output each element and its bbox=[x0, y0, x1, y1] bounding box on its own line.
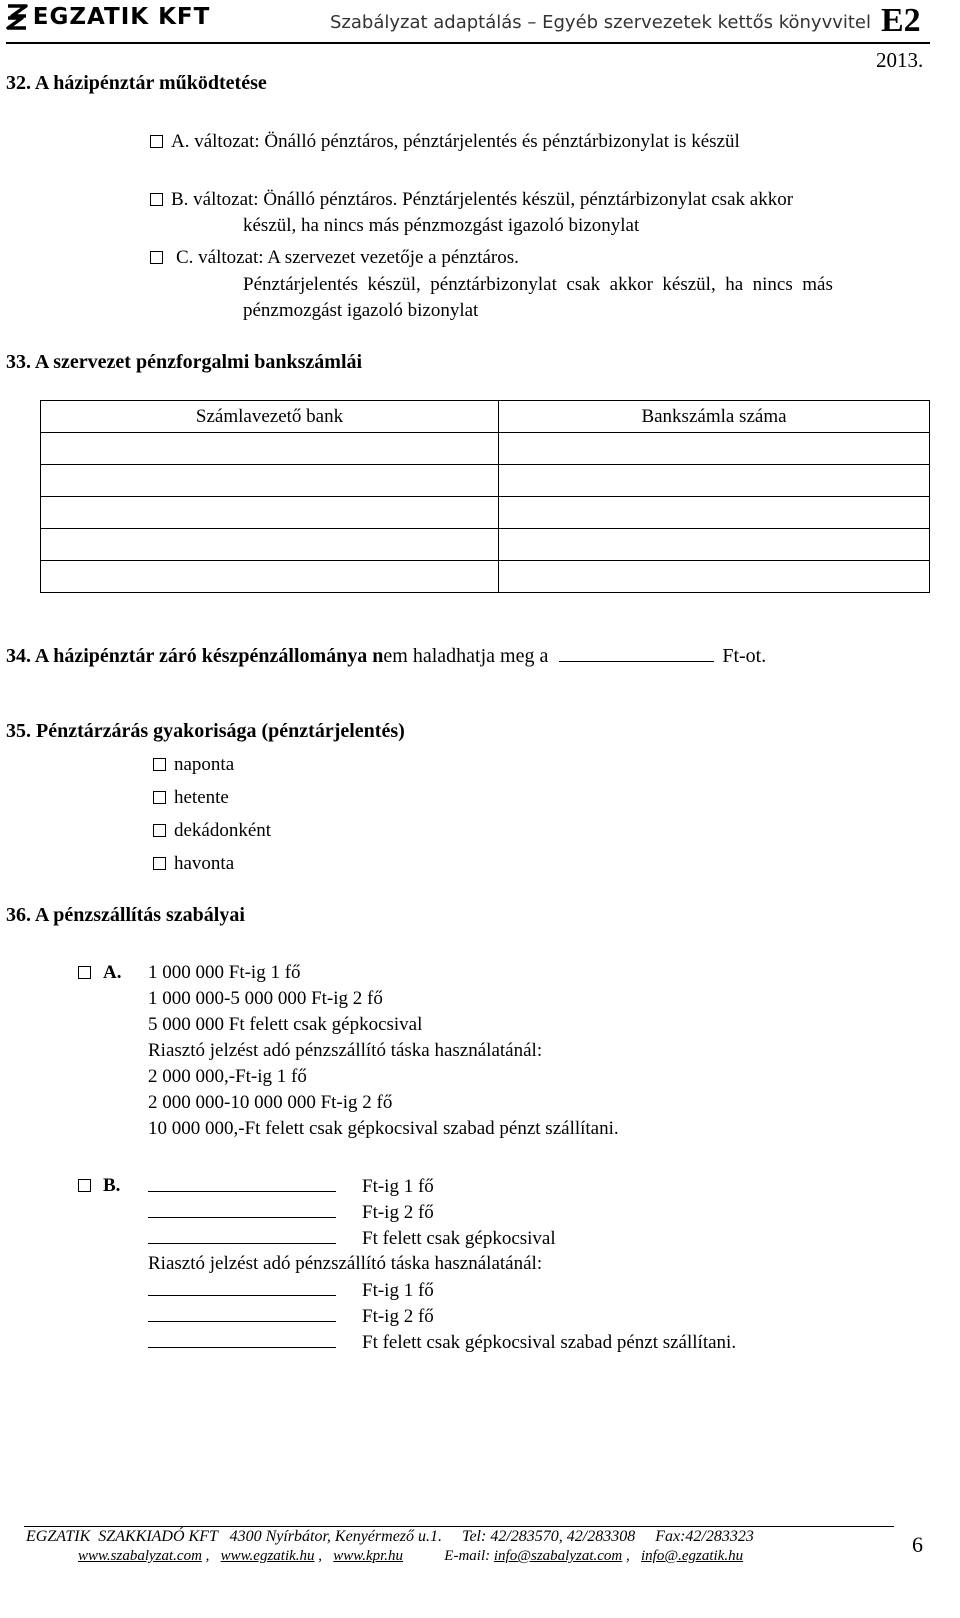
section-34-title: 34. A házipénztár záró készpénzállománya n bbox=[6, 645, 384, 667]
bank-accounts-table bbox=[40, 400, 930, 593]
rule-a-line: 1 000 000 Ft-ig 1 fő bbox=[148, 962, 301, 983]
checkbox[interactable] bbox=[150, 193, 163, 206]
footer-links bbox=[78, 1548, 743, 1565]
amount-blank[interactable] bbox=[559, 645, 714, 662]
section-34 bbox=[6, 645, 766, 668]
footer-link-szabalyzat[interactable]: www.szabalyzat.com bbox=[78, 1548, 202, 1564]
footer-rule bbox=[24, 1526, 894, 1527]
checkbox[interactable] bbox=[78, 966, 91, 979]
rule-b-row bbox=[148, 1279, 434, 1302]
rule-b-text: Ft felett csak gépkocsival bbox=[362, 1228, 556, 1249]
cell-bank[interactable] bbox=[41, 433, 499, 465]
rule-a-line: 5 000 000 Ft felett csak gépkocsival bbox=[148, 1014, 423, 1035]
amount-blank[interactable] bbox=[148, 1305, 336, 1322]
cell-account[interactable] bbox=[499, 529, 930, 561]
amount-blank[interactable] bbox=[148, 1227, 336, 1244]
rule-a-line: 1 000 000-5 000 000 Ft-ig 2 fő bbox=[148, 988, 383, 1009]
rule-b-row bbox=[148, 1227, 556, 1250]
amount-blank[interactable] bbox=[148, 1279, 336, 1296]
checkbox[interactable] bbox=[78, 1179, 91, 1192]
rule-a-line: 2 000 000-10 000 000 Ft-ig 2 fő bbox=[148, 1092, 393, 1113]
year: 2013. bbox=[876, 48, 924, 72]
section-36-title: 36. A pénzszállítás szabályai bbox=[6, 904, 245, 926]
table-row bbox=[41, 561, 930, 593]
checkbox[interactable] bbox=[150, 135, 163, 148]
option-32-a[interactable] bbox=[150, 131, 740, 153]
cell-account[interactable] bbox=[499, 465, 930, 497]
rule-b-row bbox=[148, 1175, 434, 1198]
footer-spacer bbox=[407, 1548, 441, 1564]
footer-separator: , bbox=[318, 1548, 330, 1564]
cell-account[interactable] bbox=[499, 497, 930, 529]
option-35-weekly[interactable] bbox=[153, 787, 229, 809]
option-32-c[interactable] bbox=[150, 247, 519, 269]
option-label: B. változat: Önálló pénztáros. Pénztárjelentés készül, pénztárbizonylat csak akkor bbox=[171, 189, 794, 210]
option-35-decade[interactable] bbox=[153, 820, 271, 842]
option-label: hetente bbox=[174, 787, 229, 808]
cell-bank[interactable] bbox=[41, 465, 499, 497]
rule-b-row bbox=[148, 1331, 736, 1354]
checkbox[interactable] bbox=[153, 758, 166, 771]
checkbox[interactable] bbox=[153, 824, 166, 837]
option-35-daily[interactable] bbox=[153, 754, 234, 776]
option-label: havonta bbox=[174, 853, 235, 874]
option-label: C. változat: A szervezet vezetője a pénztáros. bbox=[176, 247, 519, 268]
option-label: A. bbox=[103, 962, 122, 983]
rule-b-row bbox=[148, 1305, 434, 1328]
cell-account[interactable] bbox=[499, 433, 930, 465]
rule-b-text: Ft-ig 1 fő bbox=[362, 1176, 434, 1197]
section-34-suffix: Ft-ot. bbox=[722, 645, 767, 667]
option-label: dekádonként bbox=[174, 820, 272, 841]
table-row bbox=[41, 433, 930, 465]
option-label: B. bbox=[103, 1175, 121, 1196]
cell-bank[interactable] bbox=[41, 561, 499, 593]
footer-email-label: E-mail: bbox=[444, 1548, 491, 1564]
rule-b-text: Ft-ig 1 fő bbox=[362, 1280, 434, 1301]
section-32-title: 32. A házipénztár működtetése bbox=[6, 72, 267, 94]
option-36-b[interactable] bbox=[78, 1175, 120, 1197]
table-row bbox=[41, 529, 930, 561]
footer-email-2[interactable]: info@.egzatik.hu bbox=[641, 1548, 744, 1564]
col-bank-header: Számlavezető bank bbox=[41, 401, 499, 433]
doc-title: Szabályzat adaptálás – Egyéb szervezetek kettős könyvvitel bbox=[330, 12, 872, 33]
checkbox[interactable] bbox=[150, 251, 163, 264]
option-32-b[interactable] bbox=[150, 189, 793, 211]
table-row bbox=[41, 465, 930, 497]
cell-bank[interactable] bbox=[41, 497, 499, 529]
header-rule bbox=[6, 42, 930, 44]
table-header-row bbox=[41, 401, 930, 433]
doc-code: E2 bbox=[881, 2, 921, 39]
option-32-c-cont2: pénzmozgást igazoló bizonylat bbox=[243, 300, 479, 321]
section-35-title: 35. Pénztárzárás gyakorisága (pénztárjelentés) bbox=[6, 720, 405, 742]
rule-b-text: Ft-ig 2 fő bbox=[362, 1202, 434, 1223]
cell-bank[interactable] bbox=[41, 529, 499, 561]
logo-mark-icon bbox=[6, 4, 28, 30]
rule-a-line: 10 000 000,-Ft felett csak gépkocsival szabad pénzt szállítani. bbox=[148, 1118, 619, 1139]
rule-b-row bbox=[148, 1201, 434, 1224]
logo-text: EGZATIK KFT bbox=[32, 4, 211, 30]
option-32-c-cont1: Pénztárjelentés készül, pénztárbizonylat csak akkor készül, ha nincs más bbox=[243, 274, 833, 295]
option-32-b-cont: készül, ha nincs más pénzmozgást igazoló bizonylat bbox=[243, 215, 640, 236]
option-label: naponta bbox=[174, 754, 235, 775]
col-account-header: Bankszámla száma bbox=[499, 401, 930, 433]
rule-b-middle: Riasztó jelzést adó pénzszállító táska használatánál: bbox=[148, 1253, 543, 1274]
option-36-a[interactable] bbox=[78, 962, 121, 984]
table-row bbox=[41, 497, 930, 529]
section-34-text: em haladhatja meg a bbox=[383, 645, 549, 667]
rule-a-line: Riasztó jelzést adó pénzszállító táska használatánál: bbox=[148, 1040, 543, 1061]
page-number: 6 bbox=[912, 1532, 923, 1557]
checkbox[interactable] bbox=[153, 857, 166, 870]
footer-separator: , bbox=[205, 1548, 217, 1564]
checkbox[interactable] bbox=[153, 791, 166, 804]
rule-b-text: Ft felett csak gépkocsival szabad pénzt szállítani. bbox=[362, 1332, 737, 1353]
amount-blank[interactable] bbox=[148, 1201, 336, 1218]
footer-link-kpr[interactable]: www.kpr.hu bbox=[333, 1548, 404, 1564]
amount-blank[interactable] bbox=[148, 1175, 336, 1192]
option-35-monthly[interactable] bbox=[153, 853, 234, 875]
logo bbox=[6, 4, 210, 34]
rule-a-line: 2 000 000,-Ft-ig 1 fő bbox=[148, 1066, 307, 1087]
amount-blank[interactable] bbox=[148, 1331, 336, 1348]
rule-b-text: Ft-ig 2 fő bbox=[362, 1306, 434, 1327]
footer-separator: , bbox=[626, 1548, 638, 1564]
cell-account[interactable] bbox=[499, 561, 930, 593]
section-33-title: 33. A szervezet pénzforgalmi bankszámlái bbox=[6, 351, 363, 373]
footer-contact: EGZATIK SZAKKIADÓ KFT 4300 Nyírbátor, Kenyérmező u.1. Tel: 42/283570, 42/283308 Fax:42/283323 bbox=[26, 1528, 754, 1545]
footer-email-1[interactable]: info@szabalyzat.com bbox=[493, 1548, 623, 1564]
option-label: A. változat: Önálló pénztáros, pénztárjelentés és pénztárbizonylat is készül bbox=[171, 131, 740, 152]
footer-link-egzatik[interactable]: www.egzatik.hu bbox=[220, 1548, 315, 1564]
